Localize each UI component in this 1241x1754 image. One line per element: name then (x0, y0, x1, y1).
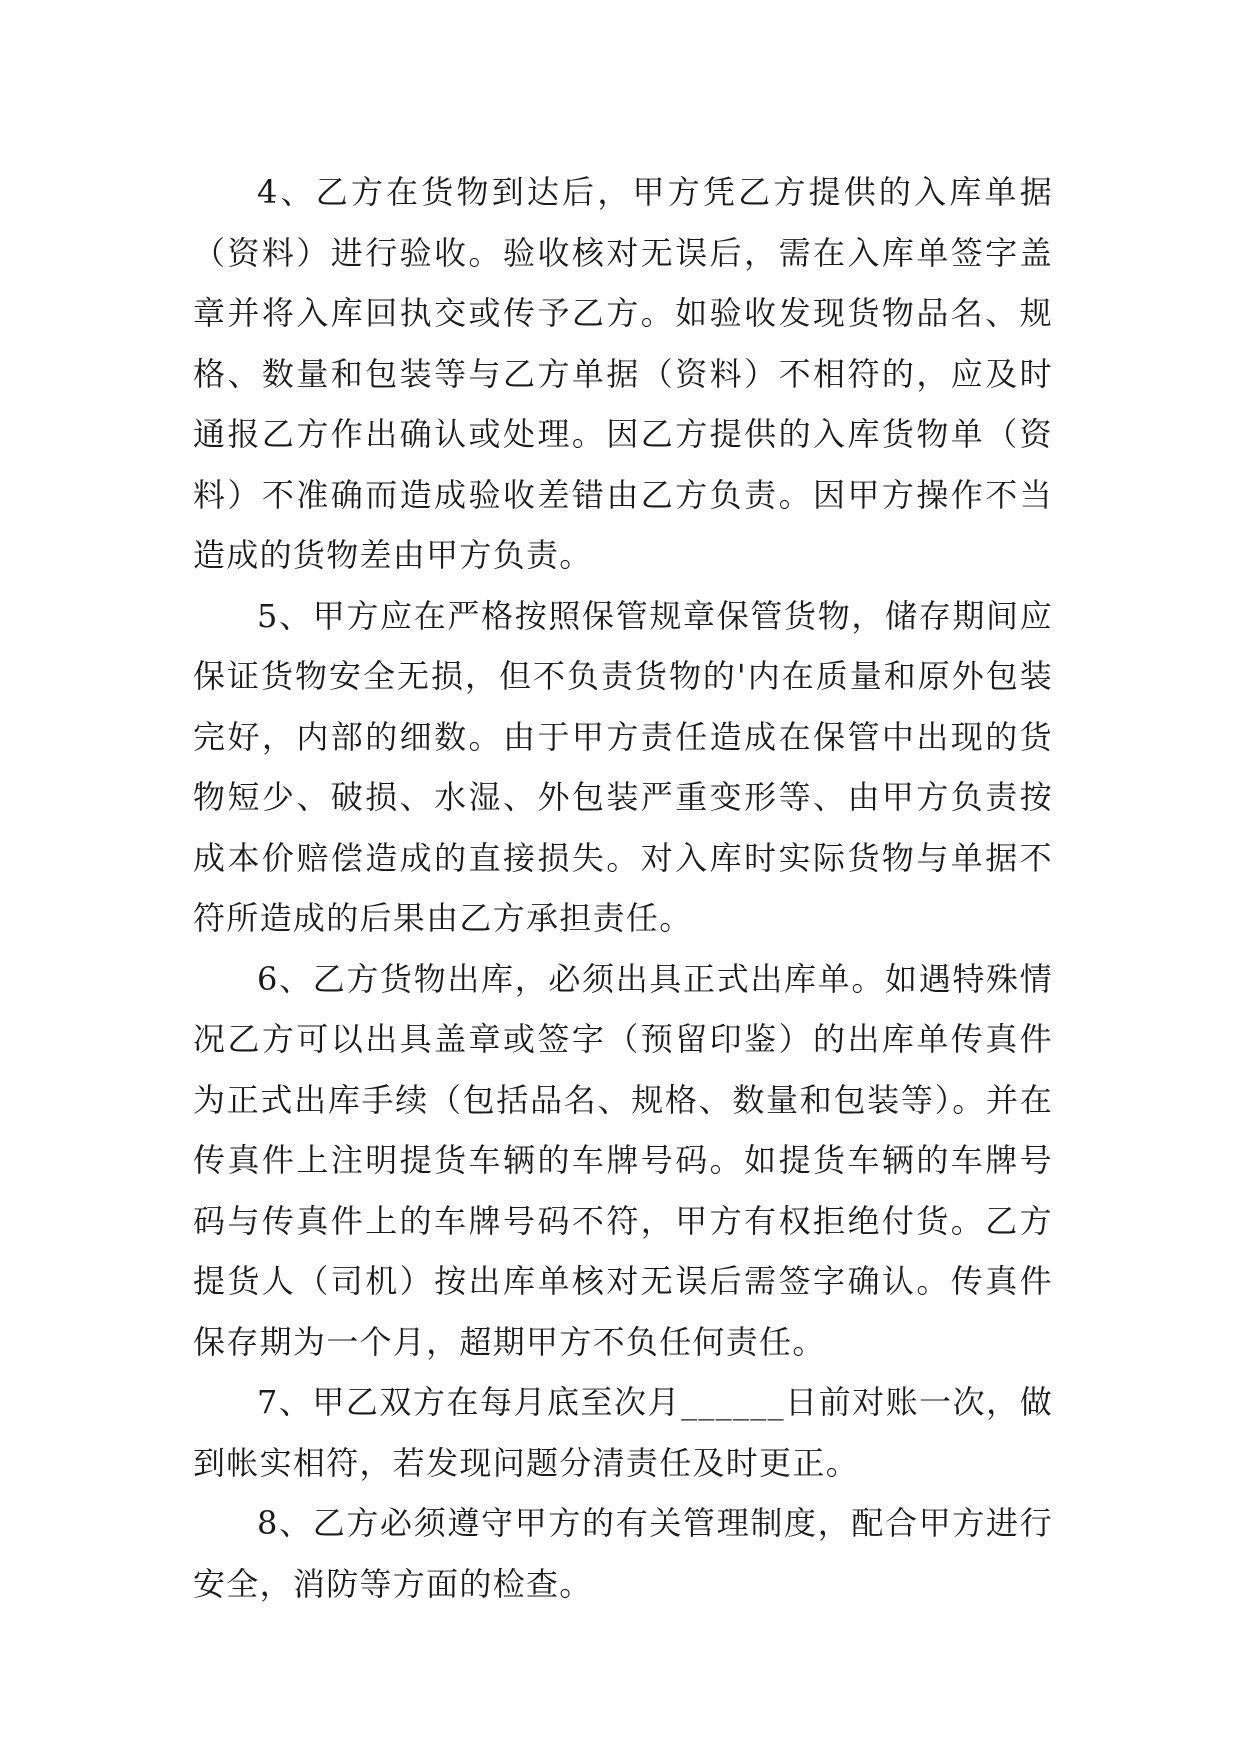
clause-6-paragraph: 6、乙方货物出库，必须出具正式出库单。如遇特殊情况乙方可以出具盖章或签字（预留印鉴）的出库单传真件为正式出库手续（包括品名、规格、数量和包装等）。并在传真件上注明提货车辆的车牌号码。如提货车辆的车牌号码与传真件上的车牌号码不符，甲方有权拒绝付货。乙方提货人（司机）按出库单核对无误后需签字确认。传真件保存期为一个月，超期甲方不负任何责任。 (193, 959, 1053, 1361)
document-body (193, 162, 1053, 1614)
clause-7-paragraph: 7、甲乙双方在每月底至次月______日前对账一次，做到帐实相符，若发现问题分清责任及时更正。 (193, 1383, 1053, 1482)
clause-4-paragraph: 4、乙方在货物到达后，甲方凭乙方提供的入库单据（资料）进行验收。验收核对无误后，需在入库单签字盖章并将入库回执交或传予乙方。如验收发现货物品名、规格、数量和包装等与乙方单据（资料）不相符的，应及时通报乙方作出确认或处理。因乙方提供的入库货物单（资料）不准确而造成验收差错由乙方负责。因甲方操作不当造成的货物差由甲方负责。 (193, 173, 1053, 574)
clause-8-paragraph: 8、乙方必须遵守甲方的有关管理制度，配合甲方进行安全，消防等方面的检查。 (193, 1504, 1053, 1603)
clause-5-paragraph: 5、甲方应在严格按照保管规章保管货物，储存期间应保证货物安全无损，但不负责货物的'内在质量和原外包装完好，内部的细数。由于甲方责任造成在保管中出现的货物短少、破损、水湿、外包装严重变形等、由甲方负责按成本价赔偿造成的直接损失。对入库时实际货物与单据不符所造成的后果由乙方承担责任。 (193, 596, 1053, 937)
